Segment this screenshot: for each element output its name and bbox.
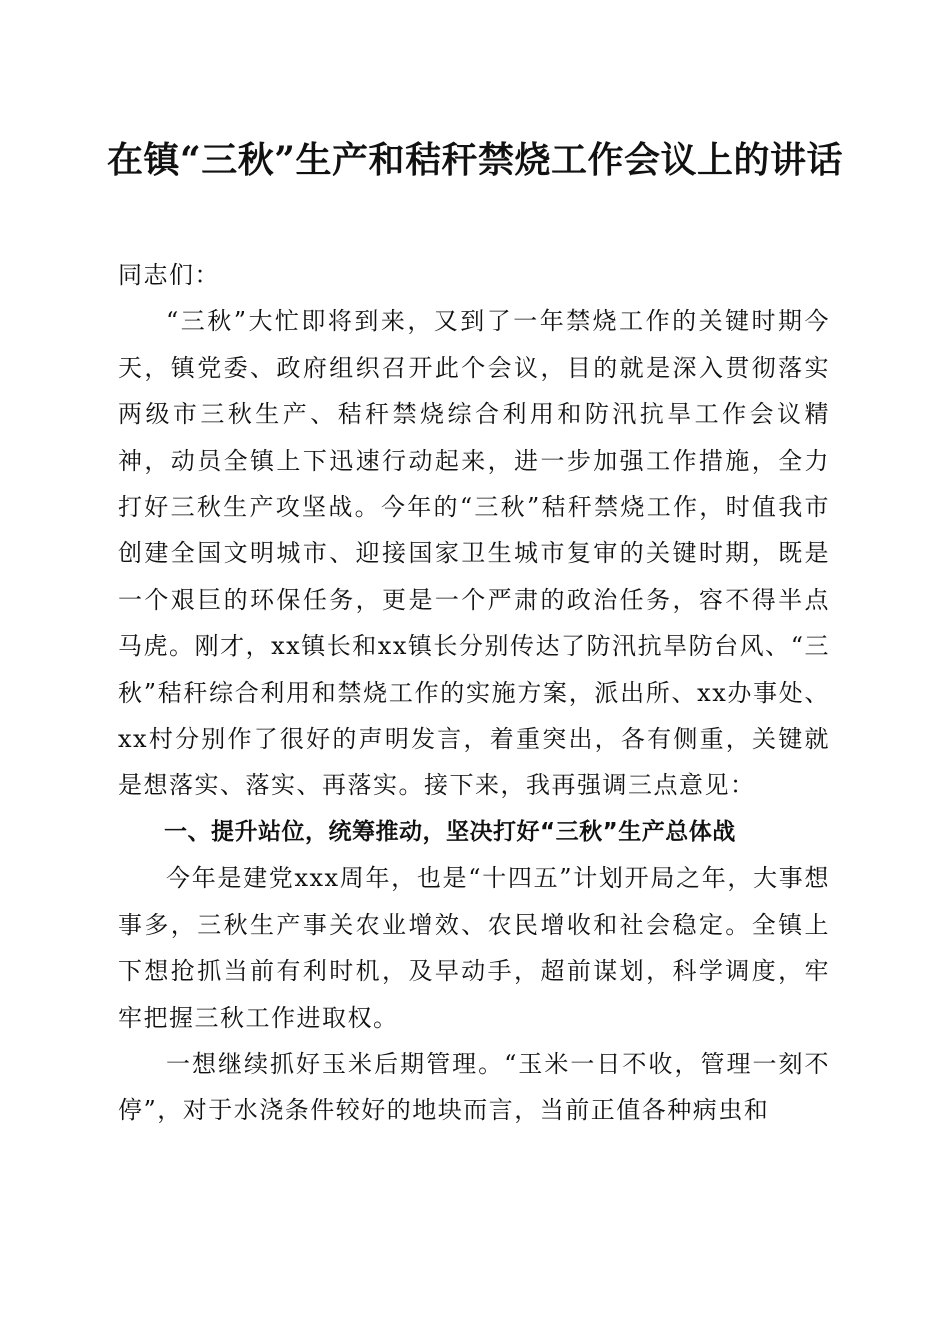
intro-paragraph: “三秋”大忙即将到来，又到了一年禁烧工作的关键时期今天，镇党委、政府组织召开此个会议，目的就是深入贯彻落实两级市三秋生产、秸秆禁烧综合利用和防汛抗旱工作会议精神，动员全镇上下迅速行动起来，进一步加强工作措施，全力打好三秋生产攻坚战。今年的“三秋”秸秆禁烧工作，时值我市创建全国文明城市、迎接国家卫生城市复审的关键时期，既是一个艰巨的环保任务，更是一个严肃的政治任务，容不得半点马虎。刚才，xx镇长和xx镇长分别传达了防汛抗旱防台风、“三秋”秸秆综合利用和禁烧工作的实施方案，派出所、xx办事处、xx村分别作了很好的声明发言，着重突出，各有侧重，关键就是想落实、落实、再落实。接下来，我再强调三点意见：	[118, 307, 830, 800]
section-heading-1: 一、提升站位，统筹推动，坚决打好“三秋”生产总体战	[164, 818, 736, 845]
section-1-paragraph: 今年是建党xxx周年，也是“十四五”计划开局之年，大事想事多，三秋生产事关农业增效、农民增收和社会稳定。全镇上下想抢抓当前有利时机，及早动手，超前谋划，科学调度，牢牢把握三秋工作进取权。	[118, 864, 830, 1032]
document-title: 在镇“三秋”生产和秸秆禁烧工作会议上的讲话	[107, 139, 843, 181]
salutation: 同志们：	[118, 261, 220, 289]
document-body	[118, 252, 830, 1134]
section-1-point-1-paragraph: 一想继续抓好玉米后期管理。“玉米一日不收，管理一刻不停”，对于水浇条件较好的地块而言，当前正值各种病虫和	[118, 1049, 830, 1125]
